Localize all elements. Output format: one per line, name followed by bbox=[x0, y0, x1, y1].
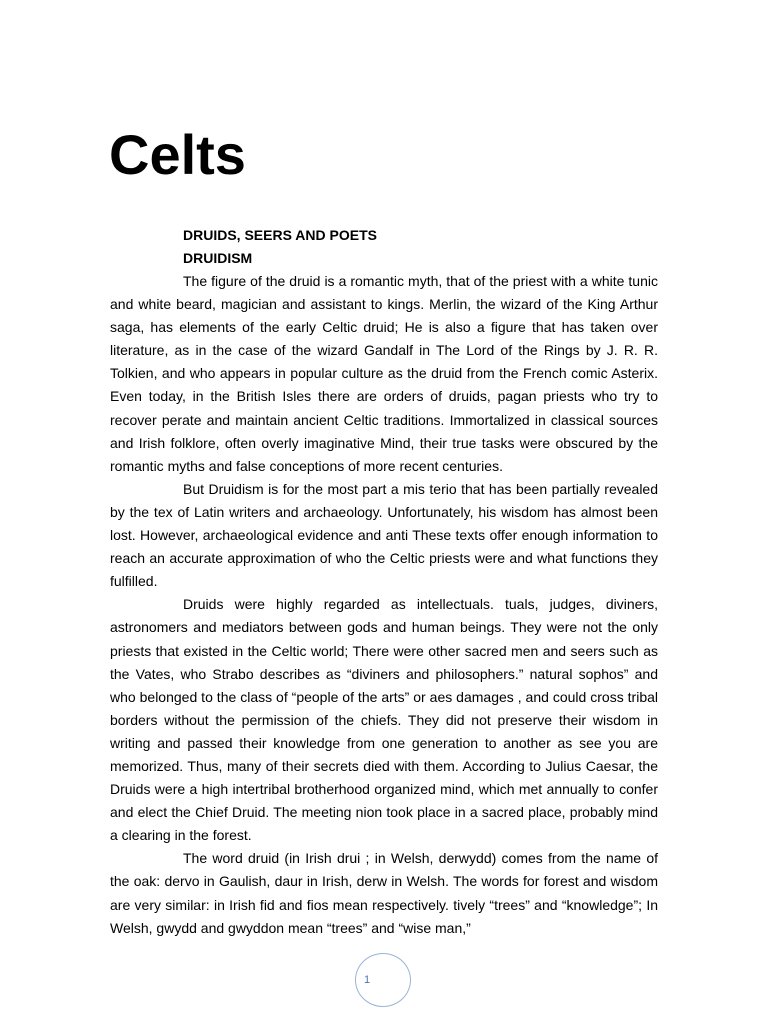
body-paragraph: But Druidism is for the most part a mis terio that has been partially revealed by the tex of Latin writers and archaeology. Unfortunately, his wisdom has almost been lost. However, archaeological evidence and anti These texts offer enough information to reach an accurate approximation of who the Celtic priests were and what functions they fulfilled. bbox=[110, 480, 658, 590]
page-number: 1 bbox=[363, 974, 371, 986]
body-paragraph: The word druid (in Irish drui ; in Welsh, derwydd) comes from the name of the oak: dervo in Gaulish, daur in Irish, derw in Welsh. The words for forest and wisdom are very similar: in Irish fid and fios mean respectively. tively “trees” and “knowledge”; In Welsh, gwydd and gwyddon mean “trees” and “wise man,” bbox=[110, 850, 658, 936]
page-number-badge bbox=[355, 953, 411, 1007]
body-paragraph: Druids were highly regarded as intellectuals. tuals, judges, diviners, astronomers and mediators between gods and human beings. They were not the only priests that existed in the Celtic world; There were other sacred men and seers such as the Vates, who Strabo describes as “diviners and philosophers.” natural sophos” and who belonged to the class of “people of the arts” or aes damages , and could cross tribal borders without the permission of the chiefs. They did not preserve their wisdom in writing and passed their knowledge from one generation to another as see you are memorized. Thus, many of their secrets died with them. According to Julius Caesar, the Druids were a high intertribal brotherhood organized mind, which met annually to confer and elect the Chief Druid. The meeting nion took place in a sacred place, probably mind a clearing in the forest. bbox=[110, 596, 658, 844]
subsection-heading: DRUIDISM bbox=[183, 250, 253, 266]
document-body bbox=[110, 224, 658, 940]
document-title: Celts bbox=[109, 123, 246, 186]
body-paragraph: The figure of the druid is a romantic myth, that of the priest with a white tunic and white beard, magician and assistant to kings. Merlin, the wizard of the King Arthur saga, has elements of the early Celtic druid; He is also a figure that has taken over literature, as in the case of the wizard Gandalf in The Lord of the Rings by J. R. R. Tolkien, and who appears in popular culture as the druid from the French comic Asterix. Even today, in the British Isles there are orders of druids, pagan priests who try to recover perate and maintain ancient Celtic traditions. Immortalized in classical sources and Irish folklore, often overly imaginative Mind, their true tasks were obscured by the romantic myths and false conceptions of more recent centuries. bbox=[110, 273, 658, 474]
section-heading: DRUIDS, SEERS AND POETS bbox=[183, 227, 377, 243]
